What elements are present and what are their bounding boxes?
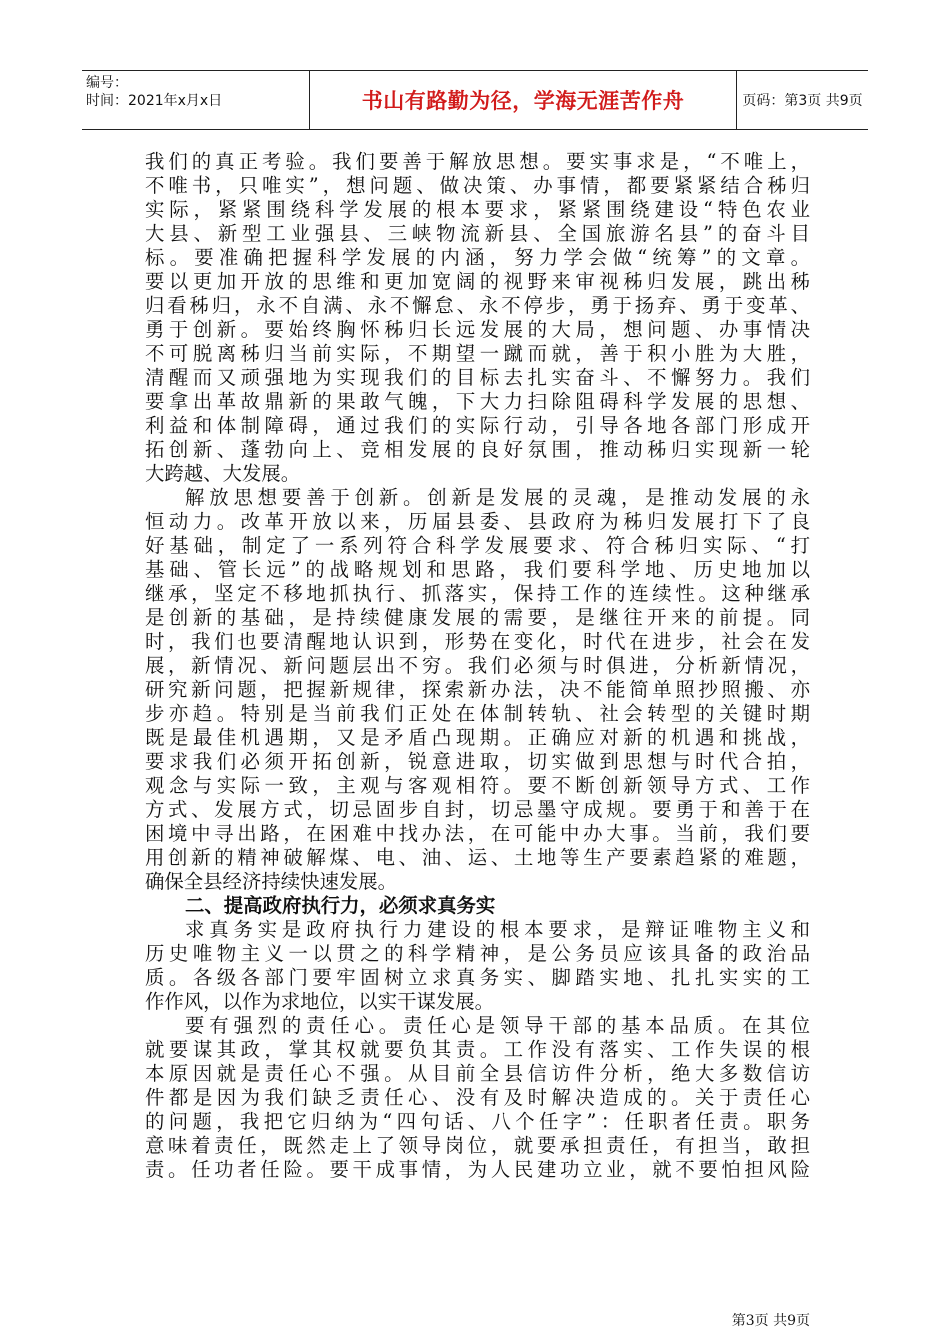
body-line: 既是最佳机遇期，又是矛盾凸现期。正确应对新的机遇和挑战，	[145, 726, 810, 749]
body-line: 要有强烈的责任心。责任心是领导干部的基本品质。在其位	[185, 1014, 810, 1037]
body-line: 责。任功者任险。要干成事情，为人民建功立业，就不要怕担风险	[145, 1158, 810, 1181]
body-line: 基础、管长远”的战略规划和思路，我们要科学地、历史地加以	[145, 558, 810, 581]
body-line: 要以更加开放的思维和更加宽阔的视野来审视秭归发展，跳出秭	[145, 270, 810, 293]
body-line: 大县、新型工业强县、三峡物流新县、全国旅游名县”的奋斗目	[145, 222, 810, 245]
page-header	[82, 70, 868, 130]
body-line: 本原因就是责任心不强。从目前全县信访件分析，绝大多数信访	[145, 1062, 810, 1085]
header-motto: 书山有路勤为径，学海无涯苦作舟	[361, 89, 685, 113]
body-line: 要求我们必须开拓创新，锐意进取，切实做到思想与时代合拍，	[145, 750, 810, 773]
header-meta-cell	[82, 71, 310, 129]
document-number-label: 编号：	[86, 75, 128, 91]
document-body	[145, 150, 810, 1182]
body-line: 步亦趋。特别是当前我们正处在体制转轨、社会转型的关键时期	[145, 702, 810, 725]
body-line: 继承，坚定不移地抓执行、抓落实，保持工作的连续性。这种继承	[145, 582, 810, 605]
body-line: 就要谋其政，掌其权就要负其责。工作没有落实、工作失误的根	[145, 1038, 810, 1061]
document-date-label: 时间：2021年x月x日	[86, 93, 223, 109]
body-line: 好基础，制定了一系列符合科学发展要求、符合秭归实际、“打	[145, 534, 810, 557]
body-line: 勇于创新。要始终胸怀秭归长远发展的大局，想问题、办事情决	[145, 318, 810, 341]
body-line: 确保全县经济持续快速发展。	[145, 870, 398, 893]
body-line: 要拿出革故鼎新的果敢气魄，下大力扫除阻碍科学发展的思想、	[145, 390, 810, 413]
body-line: 观念与实际一致，主观与客观相符。要不断创新领导方式、工作	[145, 774, 810, 797]
page-footer: 第3页 共9页	[731, 1313, 810, 1329]
body-line: 方式、发展方式，切忌固步自封，切忌墨守成规。要勇于和善于在	[145, 798, 810, 821]
body-line: 求真务实是政府执行力建设的根本要求，是辩证唯物主义和	[185, 918, 810, 941]
body-line: 的问题，我把它归纳为“四句话、八个任字”：任职者任责。职务	[145, 1110, 810, 1133]
body-line: 清醒而又顽强地为实现我们的目标去扎实奋斗、不懈努力。我们	[145, 366, 810, 389]
body-line: 件都是因为我们缺乏责任心、没有及时解决造成的。关于责任心	[145, 1086, 810, 1109]
body-line: 拓创新、蓬勃向上、竞相发展的良好氛围，推动秭归实现新一轮	[145, 438, 810, 461]
body-line: 大跨越、大发展。	[145, 462, 301, 485]
body-line: 不可脱离秭归当前实际，不期望一蹴而就，善于积小胜为大胜，	[145, 342, 810, 365]
body-line: 时，我们也要清醒地认识到，形势在变化，时代在进步，社会在发	[145, 630, 810, 653]
body-line: 质。各级各部门要牢固树立求真务实、脚踏实地、扎扎实实的工	[145, 966, 810, 989]
body-line: 意味着责任，既然走上了领导岗位，就要承担责任，有担当，敢担	[145, 1134, 810, 1157]
body-line: 实际，紧紧围绕科学发展的根本要求，紧紧围绕建设“特色农业	[145, 198, 810, 221]
body-line: 不唯书，只唯实”，想问题、做决策、办事情，都要紧紧结合秭归	[145, 174, 810, 197]
body-line: 用创新的精神破解煤、电、油、运、土地等生产要素趋紧的难题，	[145, 846, 810, 869]
body-line: 作作风，以作为求地位，以实干谋发展。	[145, 990, 495, 1013]
body-line: 标。要准确把握科学发展的内涵，努力学会做“统筹”的文章。	[145, 246, 810, 269]
body-line: 是创新的基础，是持续健康发展的需要，是继往开来的前提。同	[145, 606, 810, 629]
section-heading: 二、提高政府执行力，必须求真务实	[185, 894, 496, 917]
header-page-number: 页码：第3页 共9页	[742, 93, 863, 109]
body-line: 利益和体制障碍，通过我们的实际行动，引导各地各部门形成开	[145, 414, 810, 437]
body-line: 研究新问题，把握新规律，探索新办法，决不能简单照抄照搬、亦	[145, 678, 810, 701]
body-line: 困境中寻出路，在困难中找办法，在可能中办大事。当前，我们要	[145, 822, 810, 845]
body-line: 历史唯物主义一以贯之的科学精神，是公务员应该具备的政治品	[145, 942, 810, 965]
body-line: 归看秭归，永不自满、永不懈怠、永不停步，勇于扬弃、勇于变革、	[145, 294, 810, 317]
body-line: 恒动力。改革开放以来，历届县委、县政府为秭归发展打下了良	[145, 510, 810, 533]
body-line: 展，新情况、新问题层出不穷。我们必须与时俱进，分析新情况，	[145, 654, 810, 677]
body-line: 解放思想要善于创新。创新是发展的灵魂，是推动发展的永	[185, 486, 810, 509]
header-motto-cell	[310, 71, 737, 129]
body-line: 我们的真正考验。我们要善于解放思想。要实事求是，“不唯上，	[145, 150, 810, 173]
